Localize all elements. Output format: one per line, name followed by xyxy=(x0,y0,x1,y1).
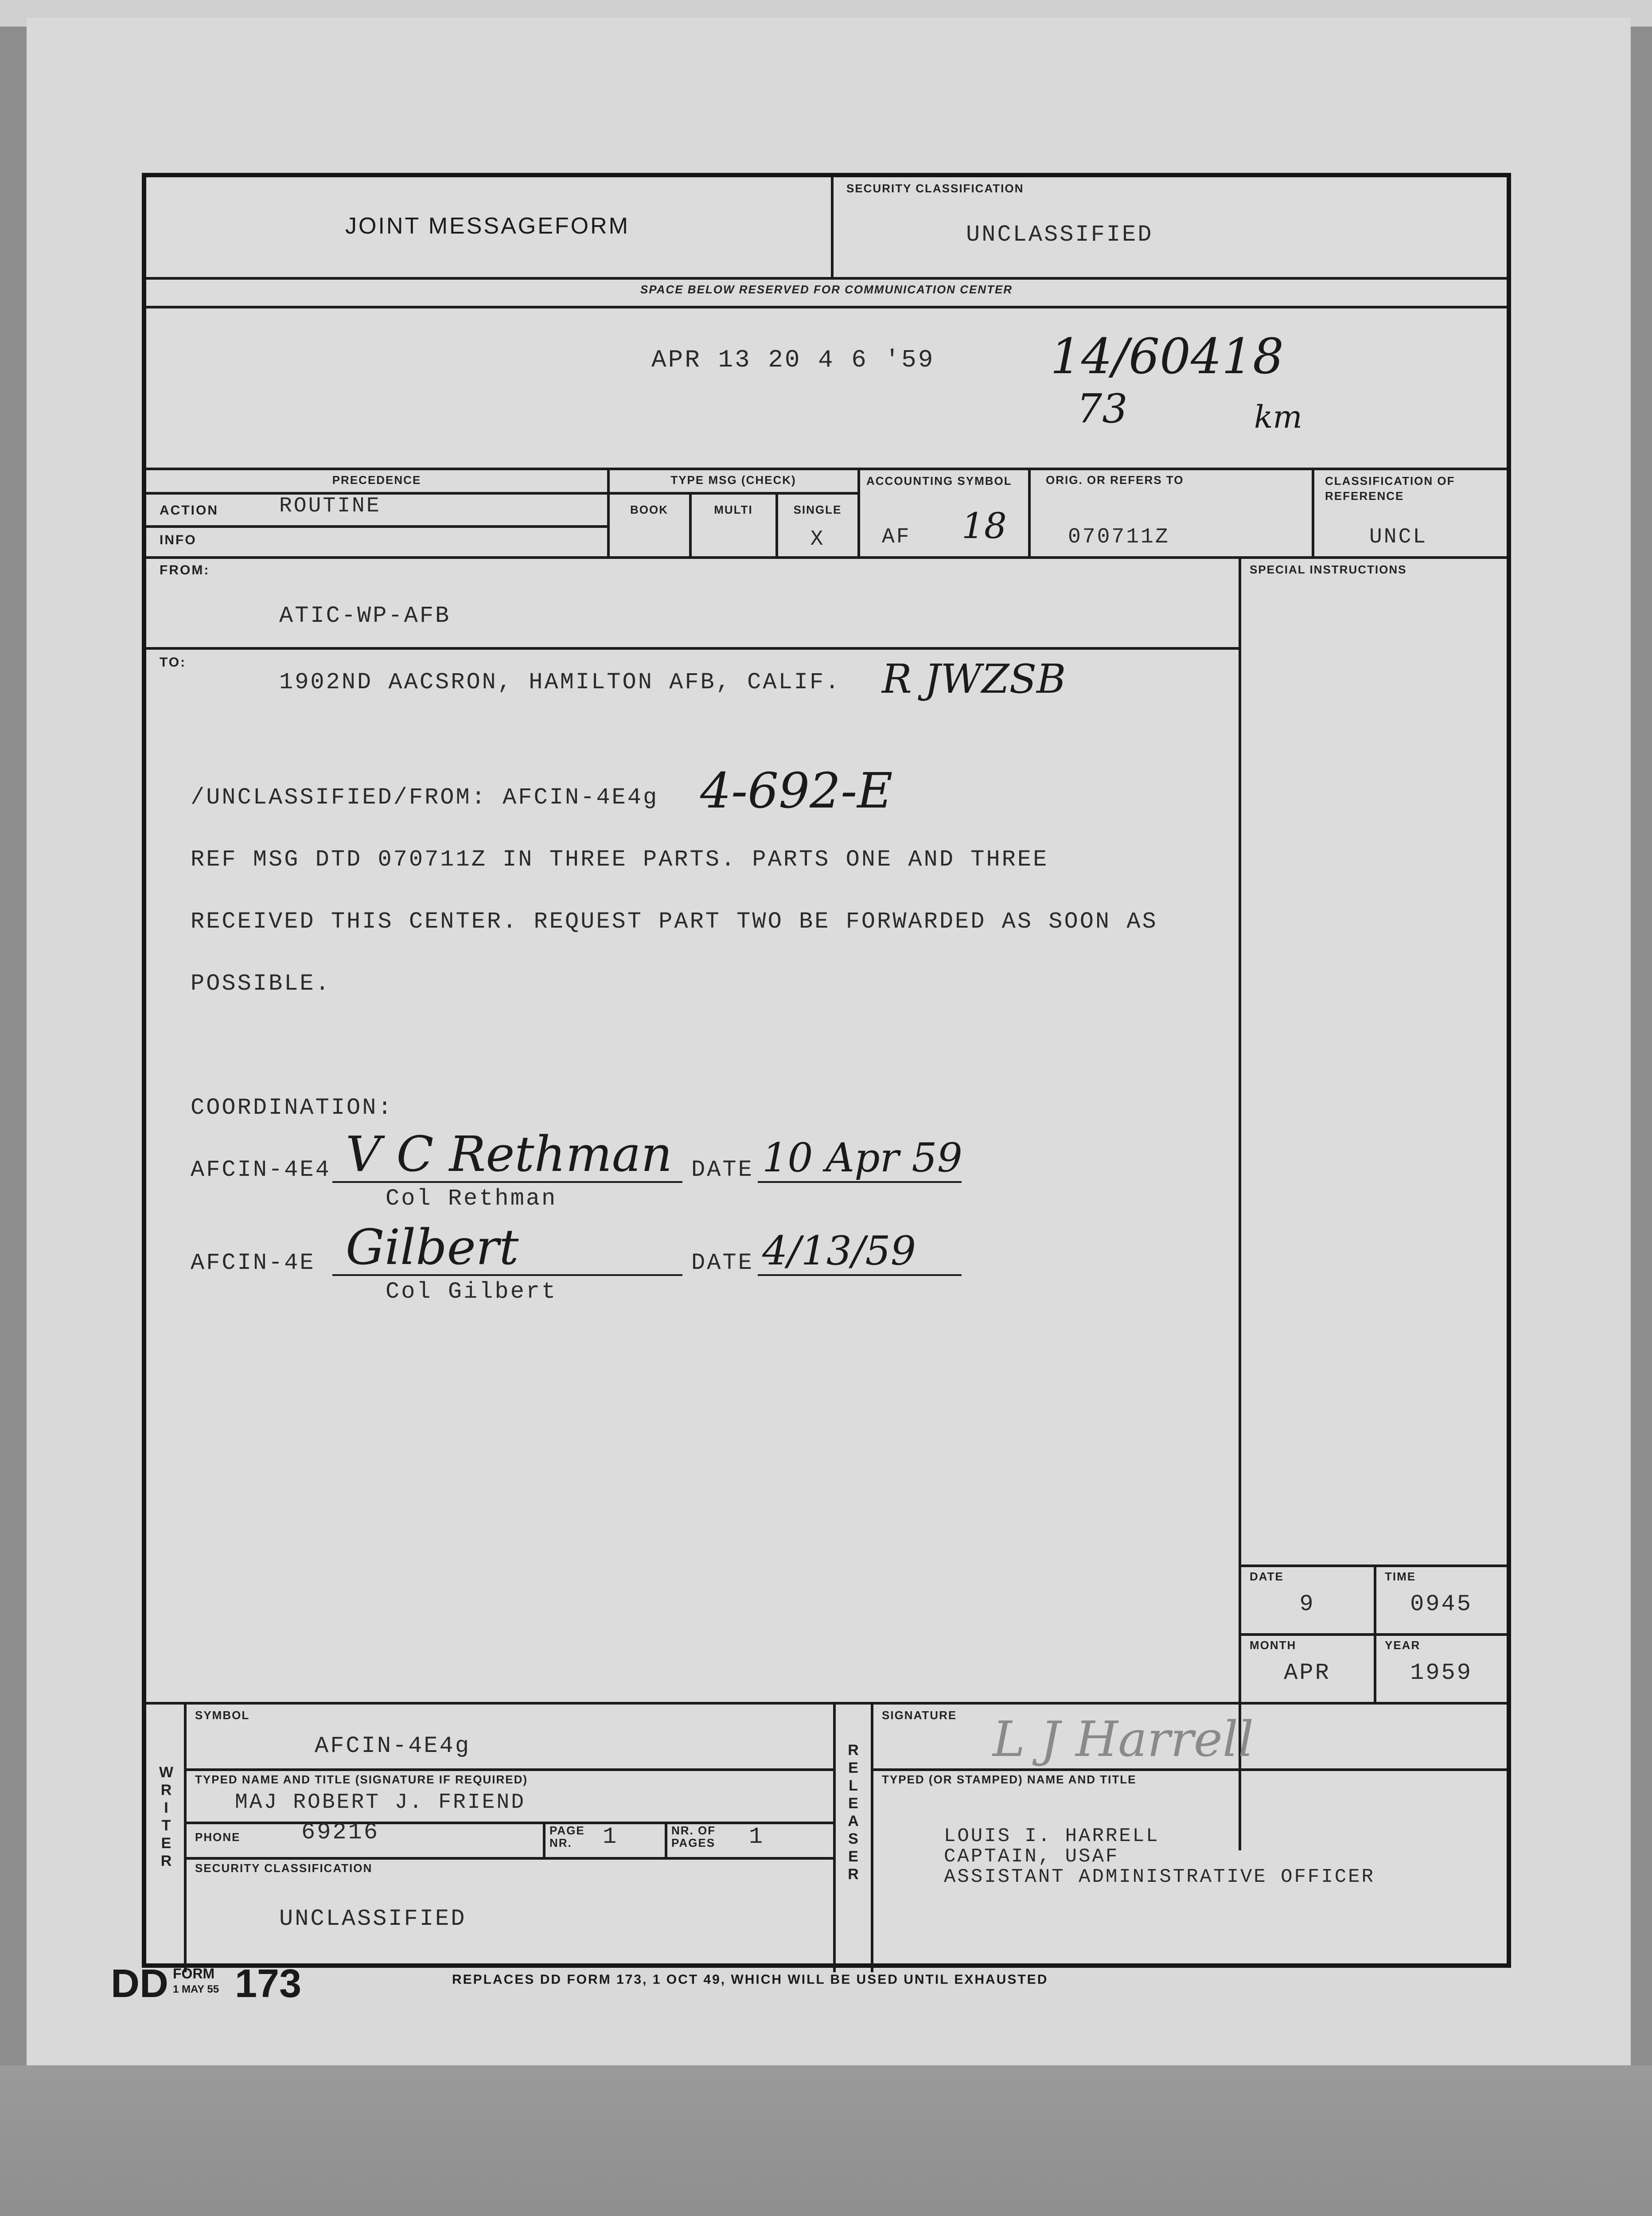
page-nr-value: 1 xyxy=(603,1824,619,1850)
time-value: 0945 xyxy=(1410,1591,1473,1617)
year-value: 1959 xyxy=(1410,1660,1473,1686)
message-line: REF MSG DTD 070711Z IN THREE PARTS. PARTS ONE AND THREE xyxy=(191,847,1049,873)
coordination-office: AFCIN-4E xyxy=(191,1250,316,1276)
typed-name-label: TYPED NAME AND TITLE (SIGNATURE IF REQUIRED) xyxy=(195,1773,528,1786)
message-handwritten-number: 4-692-E xyxy=(700,762,893,819)
to-value: 1902ND AACSRON, HAMILTON AFB, CALIF. xyxy=(279,669,841,695)
coordination-date-label: DATE xyxy=(691,1250,754,1276)
releaser-side-text: RELEASER xyxy=(845,1742,862,1884)
writer-security-value: UNCLASSIFIED xyxy=(279,1906,467,1932)
single-check: X xyxy=(810,527,825,551)
precedence-label: PRECEDENCE xyxy=(332,473,421,487)
type-msg-label: TYPE MSG (CHECK) xyxy=(670,473,796,487)
comm-handwritten-number: 14/60418 xyxy=(1050,328,1284,385)
date-label: DATE xyxy=(1250,1570,1284,1583)
orig-refers-value: 070711Z xyxy=(1068,525,1170,549)
orig-refers-label: ORIG. OR REFERS TO xyxy=(1046,473,1184,487)
phone-label: PHONE xyxy=(195,1830,241,1844)
form-number: 173 xyxy=(235,1962,302,2006)
releaser-signature-label: SIGNATURE xyxy=(882,1709,957,1722)
nr-of-pages-label: NR. OF PAGES xyxy=(671,1824,716,1849)
coordination-label: COORDINATION: xyxy=(191,1095,394,1121)
month-label: MONTH xyxy=(1250,1639,1297,1652)
reserved-note: SPACE BELOW RESERVED FOR COMMUNICATION CENTER xyxy=(640,283,1013,296)
to-label: TO: xyxy=(160,655,187,670)
form-word: FORM xyxy=(173,1966,215,1982)
scan-background-bottom xyxy=(0,2065,1652,2216)
special-instructions-label: SPECIAL INSTRUCTIONS xyxy=(1250,563,1407,576)
time-label: TIME xyxy=(1385,1570,1416,1583)
year-label: YEAR xyxy=(1385,1639,1421,1652)
security-classification-value: UNCLASSIFIED xyxy=(966,222,1153,248)
releaser-name-line: ASSISTANT ADMINISTRATIVE OFFICER xyxy=(944,1866,1375,1888)
classification-of-reference-label: CLASSIFICATION OF REFERENCE xyxy=(1325,474,1455,503)
nr-of-pages-value: 1 xyxy=(749,1824,765,1850)
message-line: POSSIBLE. xyxy=(191,971,331,997)
writer-security-label: SECURITY CLASSIFICATION xyxy=(195,1861,373,1875)
security-classification-label: SECURITY CLASSIFICATION xyxy=(846,182,1024,195)
accounting-symbol-label: ACCOUNTING SYMBOL xyxy=(866,474,1012,488)
paper-sheet xyxy=(27,18,1631,2065)
to-handwritten-routing: R JWZSB xyxy=(882,656,1066,702)
classification-of-reference-value: UNCL xyxy=(1369,525,1428,549)
comm-center-stamp: APR 13 20 4 6 '59 xyxy=(651,346,935,374)
joint-messageform xyxy=(142,173,1511,1968)
date-value: 9 xyxy=(1299,1591,1315,1617)
multi-label: MULTI xyxy=(714,503,753,516)
form-date: 1 MAY 55 xyxy=(173,1983,219,1995)
symbol-value: AFCIN-4E4g xyxy=(315,1733,471,1759)
comm-handwritten-mark: 73 xyxy=(1077,386,1128,432)
writer-side-label xyxy=(151,1764,182,1870)
coordination-signature: V C Rethman xyxy=(346,1126,673,1182)
coordination-signature: Gilbert xyxy=(346,1219,519,1276)
replaces-note: REPLACES DD FORM 173, 1 OCT 49, WHICH WILL BE USED UNTIL EXHAUSTED xyxy=(452,1972,1048,1987)
accounting-handwritten: 18 xyxy=(962,505,1007,546)
coordination-date-label: DATE xyxy=(691,1157,754,1183)
typed-name-value: MAJ ROBERT J. FRIEND xyxy=(235,1791,526,1814)
comm-handwritten-initials: km xyxy=(1254,399,1302,435)
releaser-name-line: CAPTAIN, USAF xyxy=(944,1845,1119,1868)
coordination-date: 10 Apr 59 xyxy=(762,1135,962,1181)
accounting-symbol-value: AF xyxy=(882,525,911,549)
message-line: RECEIVED THIS CENTER. REQUEST PART TWO BE FORWARDED AS SOON AS xyxy=(191,909,1158,935)
from-label: FROM: xyxy=(160,563,210,577)
dd-mark: DD xyxy=(111,1962,168,2006)
coordination-date: 4/13/59 xyxy=(762,1228,916,1274)
releaser-name-line: LOUIS I. HARRELL xyxy=(944,1825,1160,1847)
coordination-name: Col Gilbert xyxy=(386,1279,557,1305)
form-title: JOINT MESSAGEFORM xyxy=(345,213,630,239)
book-label: BOOK xyxy=(630,503,668,516)
symbol-label: SYMBOL xyxy=(195,1709,250,1722)
page-nr-label: PAGE NR. xyxy=(549,1824,585,1849)
phone-value: 69216 xyxy=(301,1819,380,1845)
from-value: ATIC-WP-AFB xyxy=(279,603,451,629)
releaser-typed-name-label: TYPED (OR STAMPED) NAME AND TITLE xyxy=(882,1773,1137,1786)
message-header: /UNCLASSIFIED/FROM: AFCIN-4E4g xyxy=(191,784,659,811)
releaser-signature: L J Harrell xyxy=(993,1711,1254,1767)
releaser-side-label xyxy=(838,1742,869,1884)
coordination-office: AFCIN-4E4 xyxy=(191,1157,331,1183)
single-label: SINGLE xyxy=(793,503,842,516)
info-label: INFO xyxy=(160,533,197,547)
writer-side-text: WRITER xyxy=(158,1764,175,1870)
coordination-name: Col Rethman xyxy=(386,1186,557,1212)
action-label: ACTION xyxy=(160,503,218,518)
month-value: APR xyxy=(1284,1660,1331,1686)
action-value: ROUTINE xyxy=(279,494,381,518)
